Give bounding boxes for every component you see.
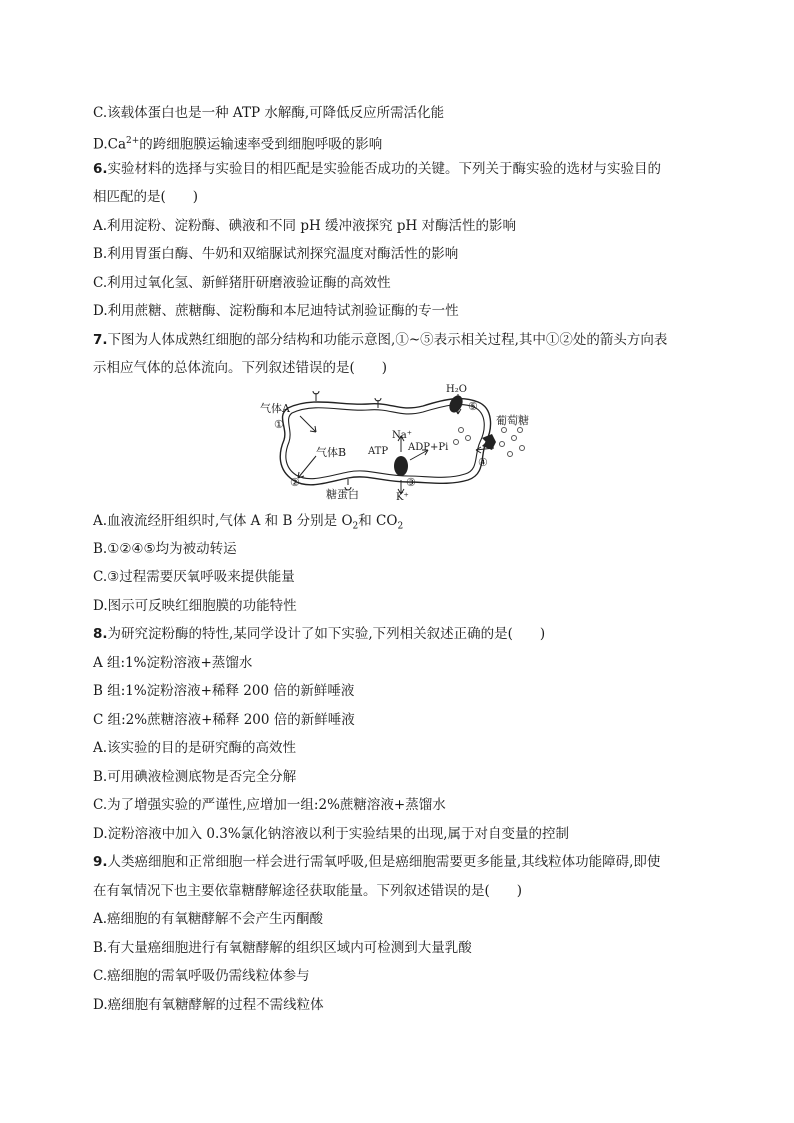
q9-number: 9. (93, 854, 108, 870)
q9-option-b: B.有大量癌细胞进行有氧糖酵解的组织区域内可检测到大量乳酸 (93, 940, 472, 956)
pump-3 (394, 456, 408, 476)
label-gas-b: 气体B (316, 446, 347, 459)
q7-option-b: B.①②④⑤均为被动转运 (93, 541, 237, 557)
q9-option-d: D.癌细胞有氧糖酵解的过程不需线粒体 (93, 997, 324, 1013)
label-n3: ③ (406, 476, 416, 489)
q5-option-d-pre: D.Ca (93, 136, 127, 153)
cell-membrane-inner (286, 405, 484, 479)
q6-stem-line2: 相匹配的是( ) (93, 189, 199, 205)
q6-option-b: B.利用胃蛋白酶、牛奶和双缩脲试剂探究温度对酶活性的影响 (93, 246, 459, 262)
q6-stem-text1: 实验材料的选择与实验目的相匹配是实验能否成功的关键。下列关于酶实验的选材与实验目的 (107, 161, 662, 177)
label-na: Na⁺ (392, 430, 412, 441)
q7-option-c: C.③过程需要厌氧呼吸来提供能量 (93, 569, 295, 585)
label-n5: ⑤ (468, 400, 478, 413)
q5-option-d-sup: 2+ (126, 136, 140, 146)
q7-number: 7. (93, 332, 108, 348)
q6-option-d: D.利用蔗糖、蔗糖酶、淀粉酶和本尼迪特试剂验证酶的专一性 (93, 303, 459, 319)
q9-stem-text1: 人类癌细胞和正常细胞一样会进行需氧呼吸,但是癌细胞需要更多能量,其线粒体功能障碍,即使 (107, 854, 661, 870)
q9-option-a: A.癌细胞的有氧糖酵解不会产生丙酮酸 (93, 911, 324, 927)
arrows (298, 394, 494, 494)
q8-option-a: A.该实验的目的是研究酶的高效性 (93, 740, 297, 756)
label-atp: ATP (368, 446, 389, 457)
q5-option-d-post: 的跨细胞膜运输速率受到细胞呼吸的影响 (139, 136, 383, 153)
q6-option-c: C.利用过氧化氢、新鲜猪肝研磨液验证酶的高效性 (93, 275, 391, 291)
q7-option-d: D.图示可反映红细胞膜的功能特性 (93, 598, 297, 614)
glycoprotein-markers (313, 391, 381, 490)
label-h2o: H₂O (446, 384, 467, 395)
q7-stem-text1: 下图为人体成熟红细胞的部分结构和功能示意图,①~⑤表示相关过程,其中①②处的箭头方向表 (107, 332, 668, 348)
q8-group-c: C 组:2%蔗糖溶液+稀释 200 倍的新鲜唾液 (93, 712, 355, 728)
q8-option-d: D.淀粉溶液中加入 0.3%氯化钠溶液以利于实验结果的出现,属于对自变量的控制 (93, 826, 570, 842)
q8-option-c: C.为了增强实验的严谨性,应增加一组:2%蔗糖溶液+蒸馏水 (93, 797, 446, 813)
q7-option-a (93, 512, 403, 536)
q8-group-b: B 组:1%淀粉溶液+稀释 200 倍的新鲜唾液 (93, 683, 355, 699)
q6-stem-line1 (93, 160, 661, 178)
q6-number: 6. (93, 161, 108, 177)
q5-option-d (93, 132, 382, 154)
label-glycoprotein: 糖蛋白 (326, 488, 359, 501)
label-gas-a: 气体A (260, 402, 290, 415)
q8-stem (93, 625, 545, 643)
q8-stem-text: 为研究淀粉酶的特性,某同学设计了如下实验,下列相关叙述正确的是( ) (107, 626, 546, 642)
label-glucose: 葡萄糖 (496, 414, 529, 427)
q7-option-a-sub1: 2 (352, 521, 359, 532)
q9-option-c: C.癌细胞的需氧呼吸仍需线粒体参与 (93, 968, 310, 984)
q8-number: 8. (93, 626, 108, 642)
q8-option-b: B.可用碘液检测底物是否完全分解 (93, 769, 297, 785)
q7-stem-line2: 示相应气体的总体流向。下列叙述错误的是( ) (93, 360, 388, 376)
label-n2: ② (290, 476, 300, 489)
q5-option-c: C.该载体蛋白也是一种 ATP 水解酶,可降低反应所需活化能 (93, 105, 445, 121)
label-adp: ADP+Pi (408, 442, 449, 453)
q7-option-a-mid: 和 CO (358, 513, 398, 529)
q7-stem-line1 (93, 331, 667, 349)
q8-group-a: A 组:1%淀粉溶液+蒸馏水 (93, 655, 253, 671)
q6-option-a: A.利用淀粉、淀粉酶、碘液和不同 pH 缓冲液探究 pH 对酶活性的影响 (93, 218, 517, 234)
label-n4: ④ (478, 456, 488, 469)
q9-stem-line1 (93, 853, 660, 871)
q7-option-a-sub2: 2 (397, 521, 404, 532)
label-k: K⁺ (396, 492, 409, 503)
label-n1: ① (274, 418, 284, 431)
q7-option-a-pre: A.血液流经肝组织时,气体 A 和 B 分别是 O (93, 513, 353, 529)
red-blood-cell-diagram (258, 382, 538, 504)
q9-stem-line2: 在有氧情况下也主要依靠糖酵解途径获取能量。下列叙述错误的是( ) (93, 883, 523, 899)
